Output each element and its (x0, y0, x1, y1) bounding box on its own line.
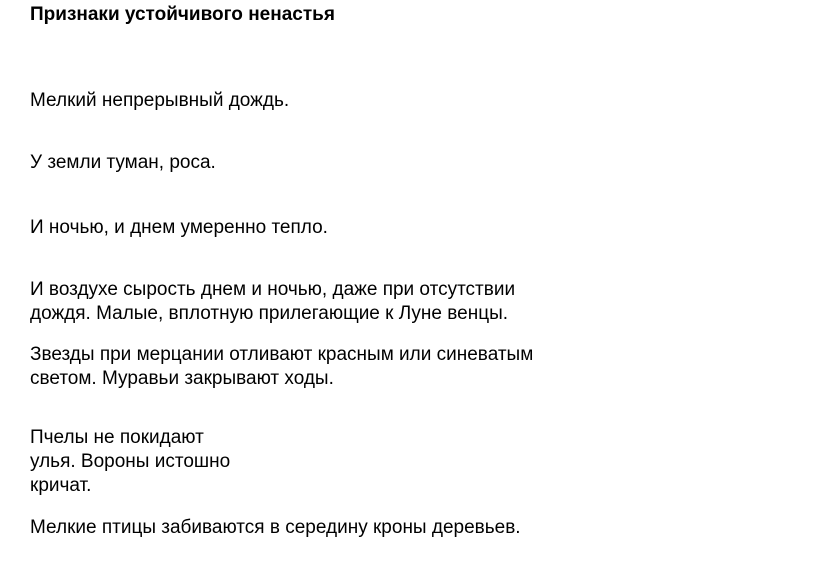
paragraph-bees-crows (30, 426, 230, 498)
paragraph-line: Мелкие птицы забиваются в середину кроны деревьев. (30, 517, 521, 538)
paragraph-line: кричат. (30, 475, 92, 496)
paragraph-small-birds (30, 516, 521, 540)
paragraph-line: У земли туман, роса. (30, 152, 216, 173)
paragraph-line: Мелкий непрерывный дождь. (30, 90, 290, 111)
paragraph-line: дождя. Малые, вплотную прилегающие к Луне венцы. (30, 303, 509, 324)
paragraph-line: И воздухе сырость днем и ночью, даже при отсутствии (30, 279, 516, 300)
paragraph-line: улья. Вороны истошно (30, 451, 231, 472)
paragraph-warmth (30, 216, 328, 240)
paragraph-line: Звезды при мерцании отливают красным или синеватым (30, 344, 534, 365)
paragraph-line: Пчелы не покидают (30, 427, 204, 448)
document-title: Признаки устойчивого ненастья (30, 4, 335, 25)
paragraph-line: И ночью, и днем умеренно тепло. (30, 217, 328, 238)
paragraph-line: светом. Муравьи закрывают ходы. (30, 368, 334, 389)
paragraph-humidity (30, 278, 515, 326)
paragraph-drizzle (30, 89, 289, 113)
paragraph-stars-ants (30, 343, 533, 391)
paragraph-fog-dew (30, 151, 216, 175)
